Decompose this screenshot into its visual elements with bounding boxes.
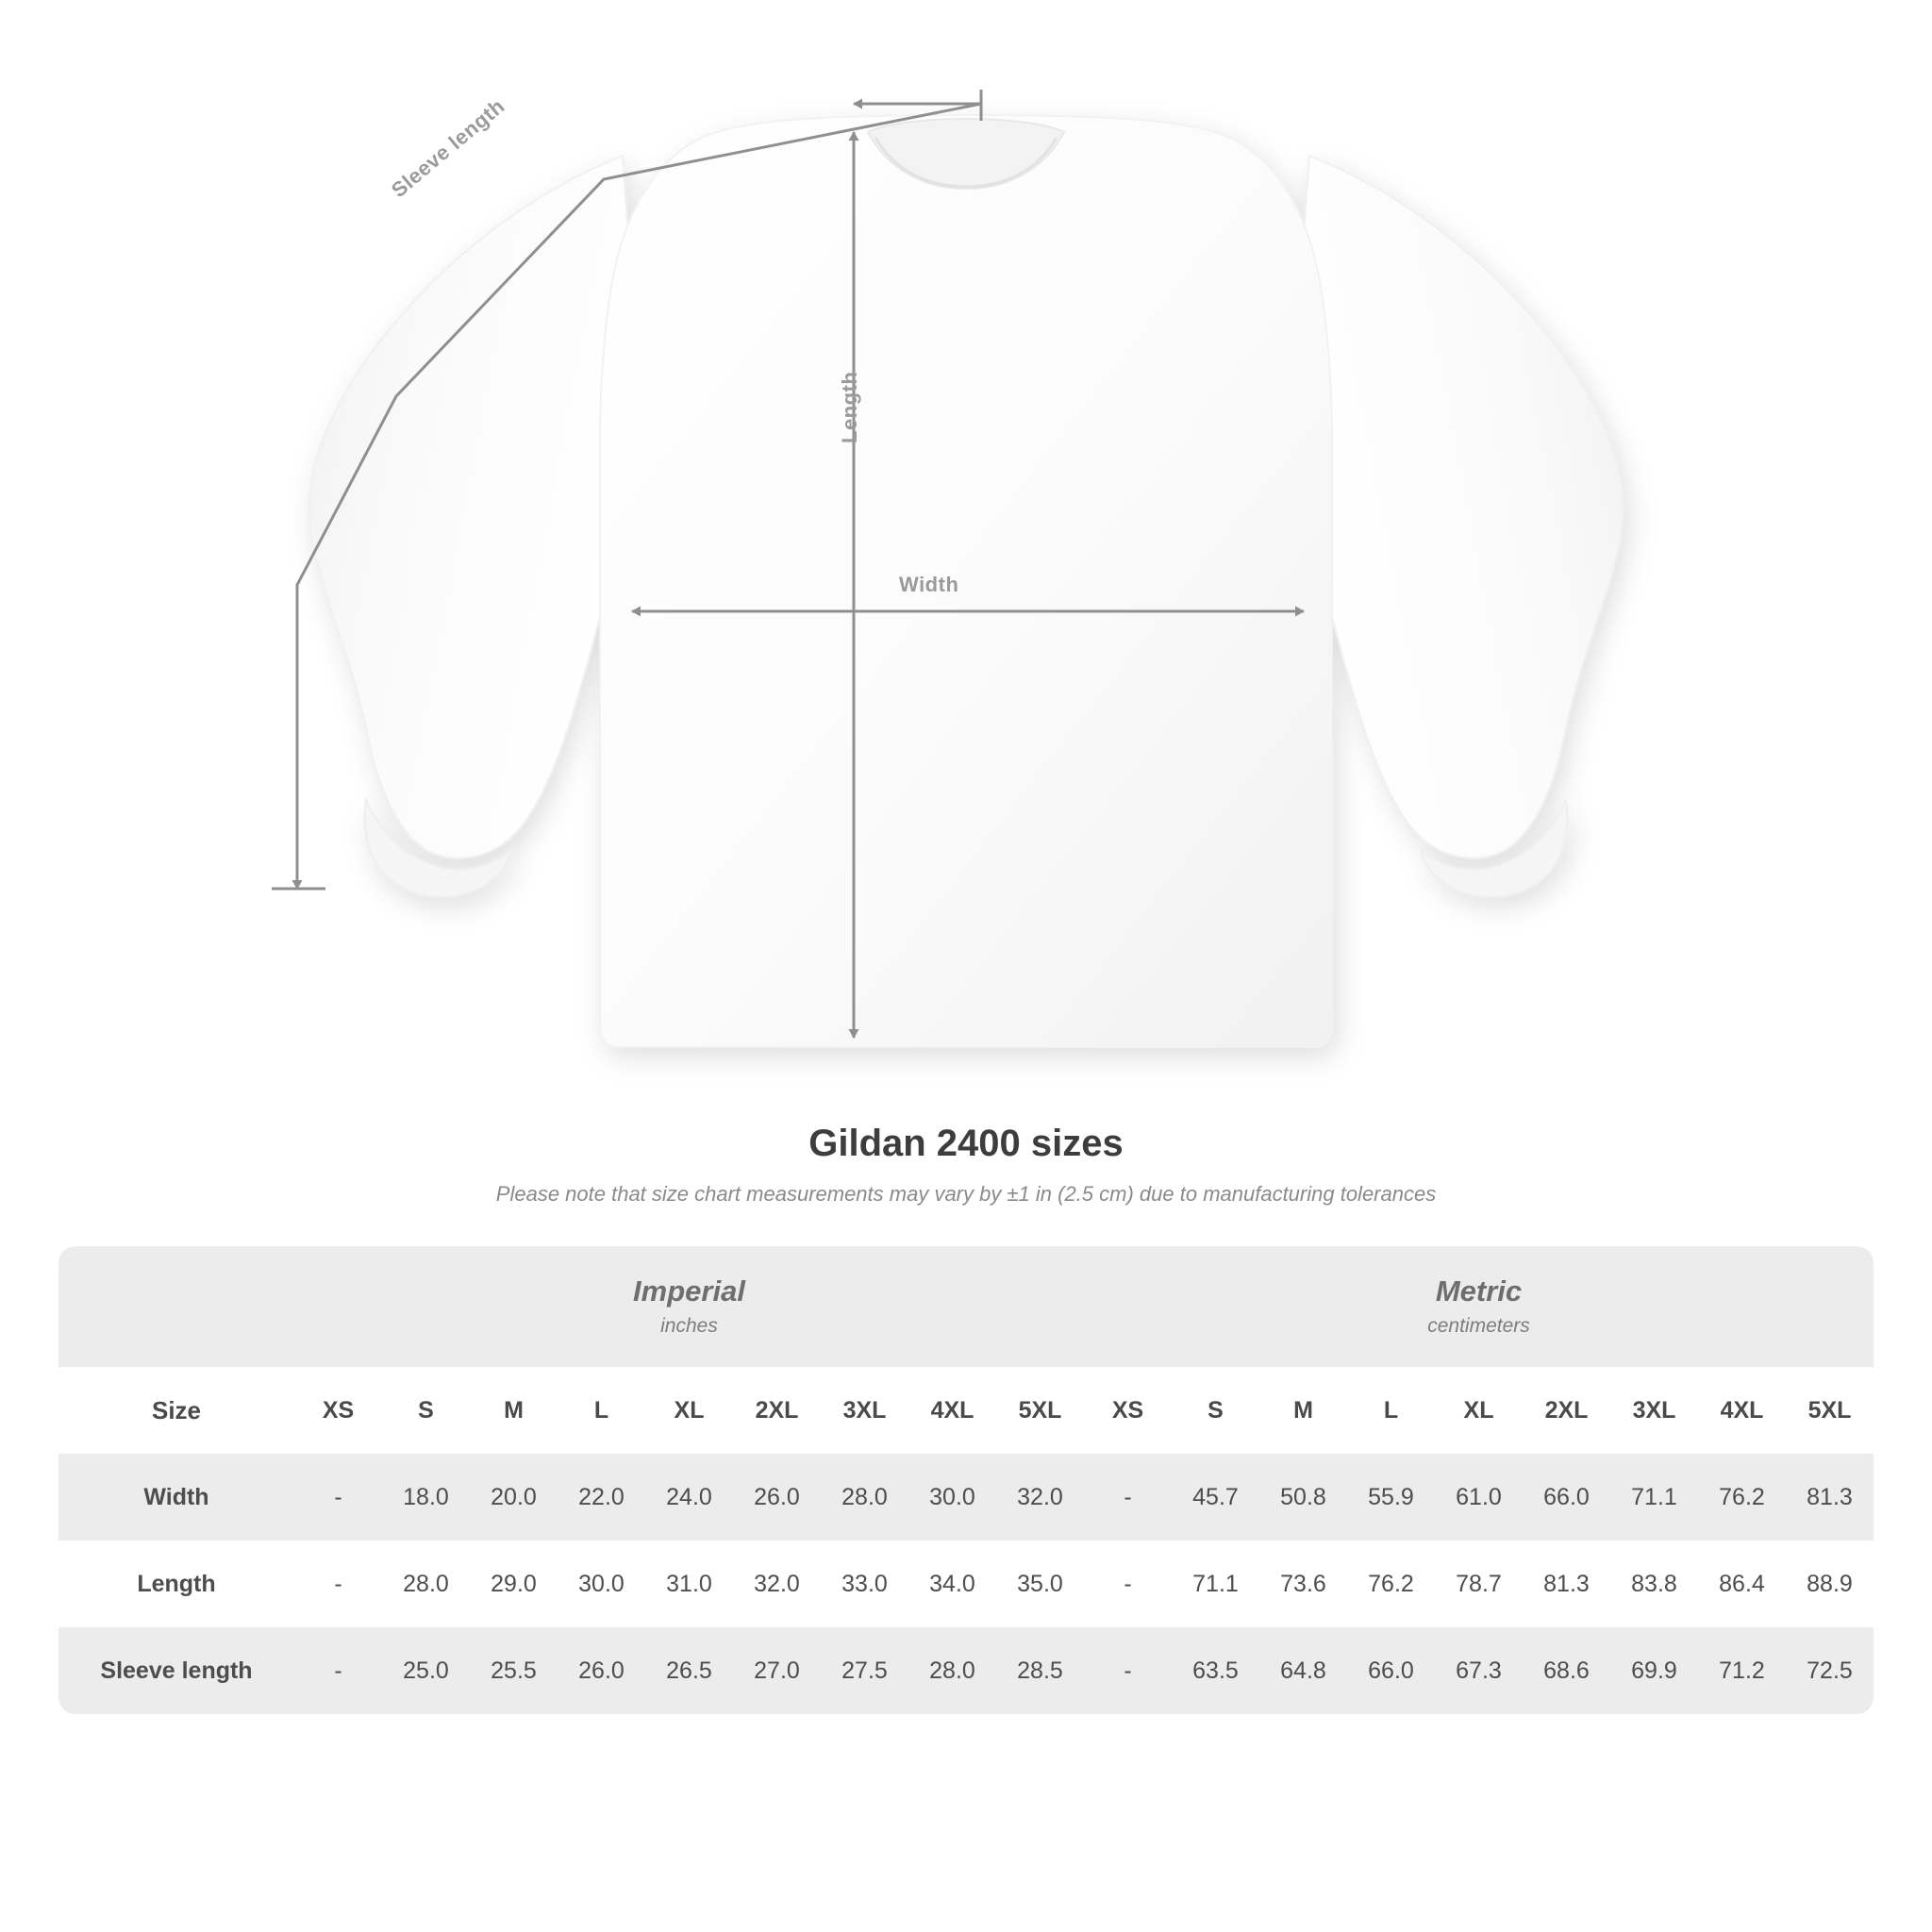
length-imperial-m: 29.0 [470,1541,558,1627]
length-imperial-2xl: 32.0 [733,1541,821,1627]
sleeve-imperial-5xl: 28.5 [996,1627,1084,1714]
width-dimension-label: Width [899,573,959,596]
length-imperial-xs: - [294,1541,382,1627]
length-metric-4xl: 86.4 [1698,1541,1786,1627]
table-row [58,1454,1874,1541]
size-header-imperial-s: S [382,1367,470,1454]
length-imperial-l: 30.0 [558,1541,645,1627]
size-header-metric-xl: XL [1435,1367,1523,1454]
page-title: Gildan 2400 sizes [808,1123,1124,1164]
sleeve-metric-2xl: 68.6 [1523,1627,1610,1714]
sleeve-imperial-2xl: 27.0 [733,1627,821,1714]
tolerance-note: Please note that size chart measurements may vary by ±1 in (2.5 cm) due to manufacturing tolerances [495,1182,1437,1206]
width-imperial-m: 20.0 [470,1454,558,1541]
unit-header-spacer [58,1246,294,1367]
row-label-sleeve-length: Sleeve length [58,1627,294,1714]
sleeve-metric-xs: - [1084,1627,1172,1714]
width-metric-5xl: 81.3 [1786,1454,1874,1541]
metric-unit-header [1084,1246,1874,1367]
sleeve-imperial-s: 25.0 [382,1627,470,1714]
table-row [58,1541,1874,1627]
size-header-metric-xs: XS [1084,1367,1172,1454]
size-header-imperial-xl: XL [645,1367,733,1454]
width-metric-l: 55.9 [1347,1454,1435,1541]
length-imperial-xl: 31.0 [645,1541,733,1627]
size-header-row [58,1367,1874,1454]
width-imperial-5xl: 32.0 [996,1454,1084,1541]
sleeve-imperial-m: 25.5 [470,1627,558,1714]
length-metric-xl: 78.7 [1435,1541,1523,1627]
sleeve-metric-xl: 67.3 [1435,1627,1523,1714]
width-imperial-xs: - [294,1454,382,1541]
width-imperial-3xl: 28.0 [821,1454,908,1541]
sleeve-metric-m: 64.8 [1259,1627,1347,1714]
width-imperial-l: 22.0 [558,1454,645,1541]
length-metric-s: 71.1 [1172,1541,1259,1627]
size-header-metric-4xl: 4XL [1698,1367,1786,1454]
width-metric-m: 50.8 [1259,1454,1347,1541]
width-metric-2xl: 66.0 [1523,1454,1610,1541]
width-metric-xs: - [1084,1454,1172,1541]
length-imperial-4xl: 34.0 [908,1541,996,1627]
length-metric-3xl: 83.8 [1610,1541,1698,1627]
sleeve-imperial-xs: - [294,1627,382,1714]
width-imperial-xl: 24.0 [645,1454,733,1541]
size-header-metric-5xl: 5XL [1786,1367,1874,1454]
size-chart-table-wrapper [58,1246,1874,1714]
size-header-metric-m: M [1259,1367,1347,1454]
size-header-imperial-l: L [558,1367,645,1454]
row-label-length: Length [58,1541,294,1627]
length-dimension-label: Length [838,371,861,443]
size-header-metric-3xl: 3XL [1610,1367,1698,1454]
imperial-unit-label: inches [660,1314,718,1337]
sleeve-metric-4xl: 71.2 [1698,1627,1786,1714]
width-imperial-2xl: 26.0 [733,1454,821,1541]
length-imperial-5xl: 35.0 [996,1541,1084,1627]
sleeve-metric-l: 66.0 [1347,1627,1435,1714]
size-header-metric-2xl: 2XL [1523,1367,1610,1454]
size-header-metric-s: S [1172,1367,1259,1454]
sleeve-metric-5xl: 72.5 [1786,1627,1874,1714]
length-metric-xs: - [1084,1541,1172,1627]
width-metric-xl: 61.0 [1435,1454,1523,1541]
length-metric-5xl: 88.9 [1786,1541,1874,1627]
sleeve-imperial-xl: 26.5 [645,1627,733,1714]
size-header-metric-l: L [1347,1367,1435,1454]
length-metric-2xl: 81.3 [1523,1541,1610,1627]
length-imperial-3xl: 33.0 [821,1541,908,1627]
metric-system-label: Metric [1435,1274,1523,1308]
size-header-imperial-3xl: 3XL [821,1367,908,1454]
width-metric-3xl: 71.1 [1610,1454,1698,1541]
size-header-imperial-4xl: 4XL [908,1367,996,1454]
shirt-shape [308,115,1623,1047]
sleeve-metric-3xl: 69.9 [1610,1627,1698,1714]
size-header-imperial-m: M [470,1367,558,1454]
row-label-width: Width [58,1454,294,1541]
size-header-imperial-5xl: 5XL [996,1367,1084,1454]
sleeve-metric-s: 63.5 [1172,1627,1259,1714]
imperial-unit-header [294,1246,1084,1367]
length-metric-l: 76.2 [1347,1541,1435,1627]
size-header-imperial-2xl: 2XL [733,1367,821,1454]
width-imperial-s: 18.0 [382,1454,470,1541]
width-metric-s: 45.7 [1172,1454,1259,1541]
unit-header-row [58,1246,1874,1367]
sleeve-imperial-3xl: 27.5 [821,1627,908,1714]
table-row [58,1627,1874,1714]
sleeve-imperial-4xl: 28.0 [908,1627,996,1714]
width-imperial-4xl: 30.0 [908,1454,996,1541]
length-metric-m: 73.6 [1259,1541,1347,1627]
size-chart-table [58,1246,1874,1714]
width-metric-4xl: 76.2 [1698,1454,1786,1541]
length-imperial-s: 28.0 [382,1541,470,1627]
size-header-imperial-xs: XS [294,1367,382,1454]
imperial-system-label: Imperial [633,1274,745,1308]
metric-unit-label: centimeters [1427,1314,1530,1337]
sleeve-length-dimension-label: Sleeve length [387,93,509,203]
sleeve-imperial-l: 26.0 [558,1627,645,1714]
size-column-header: Size [58,1367,294,1454]
